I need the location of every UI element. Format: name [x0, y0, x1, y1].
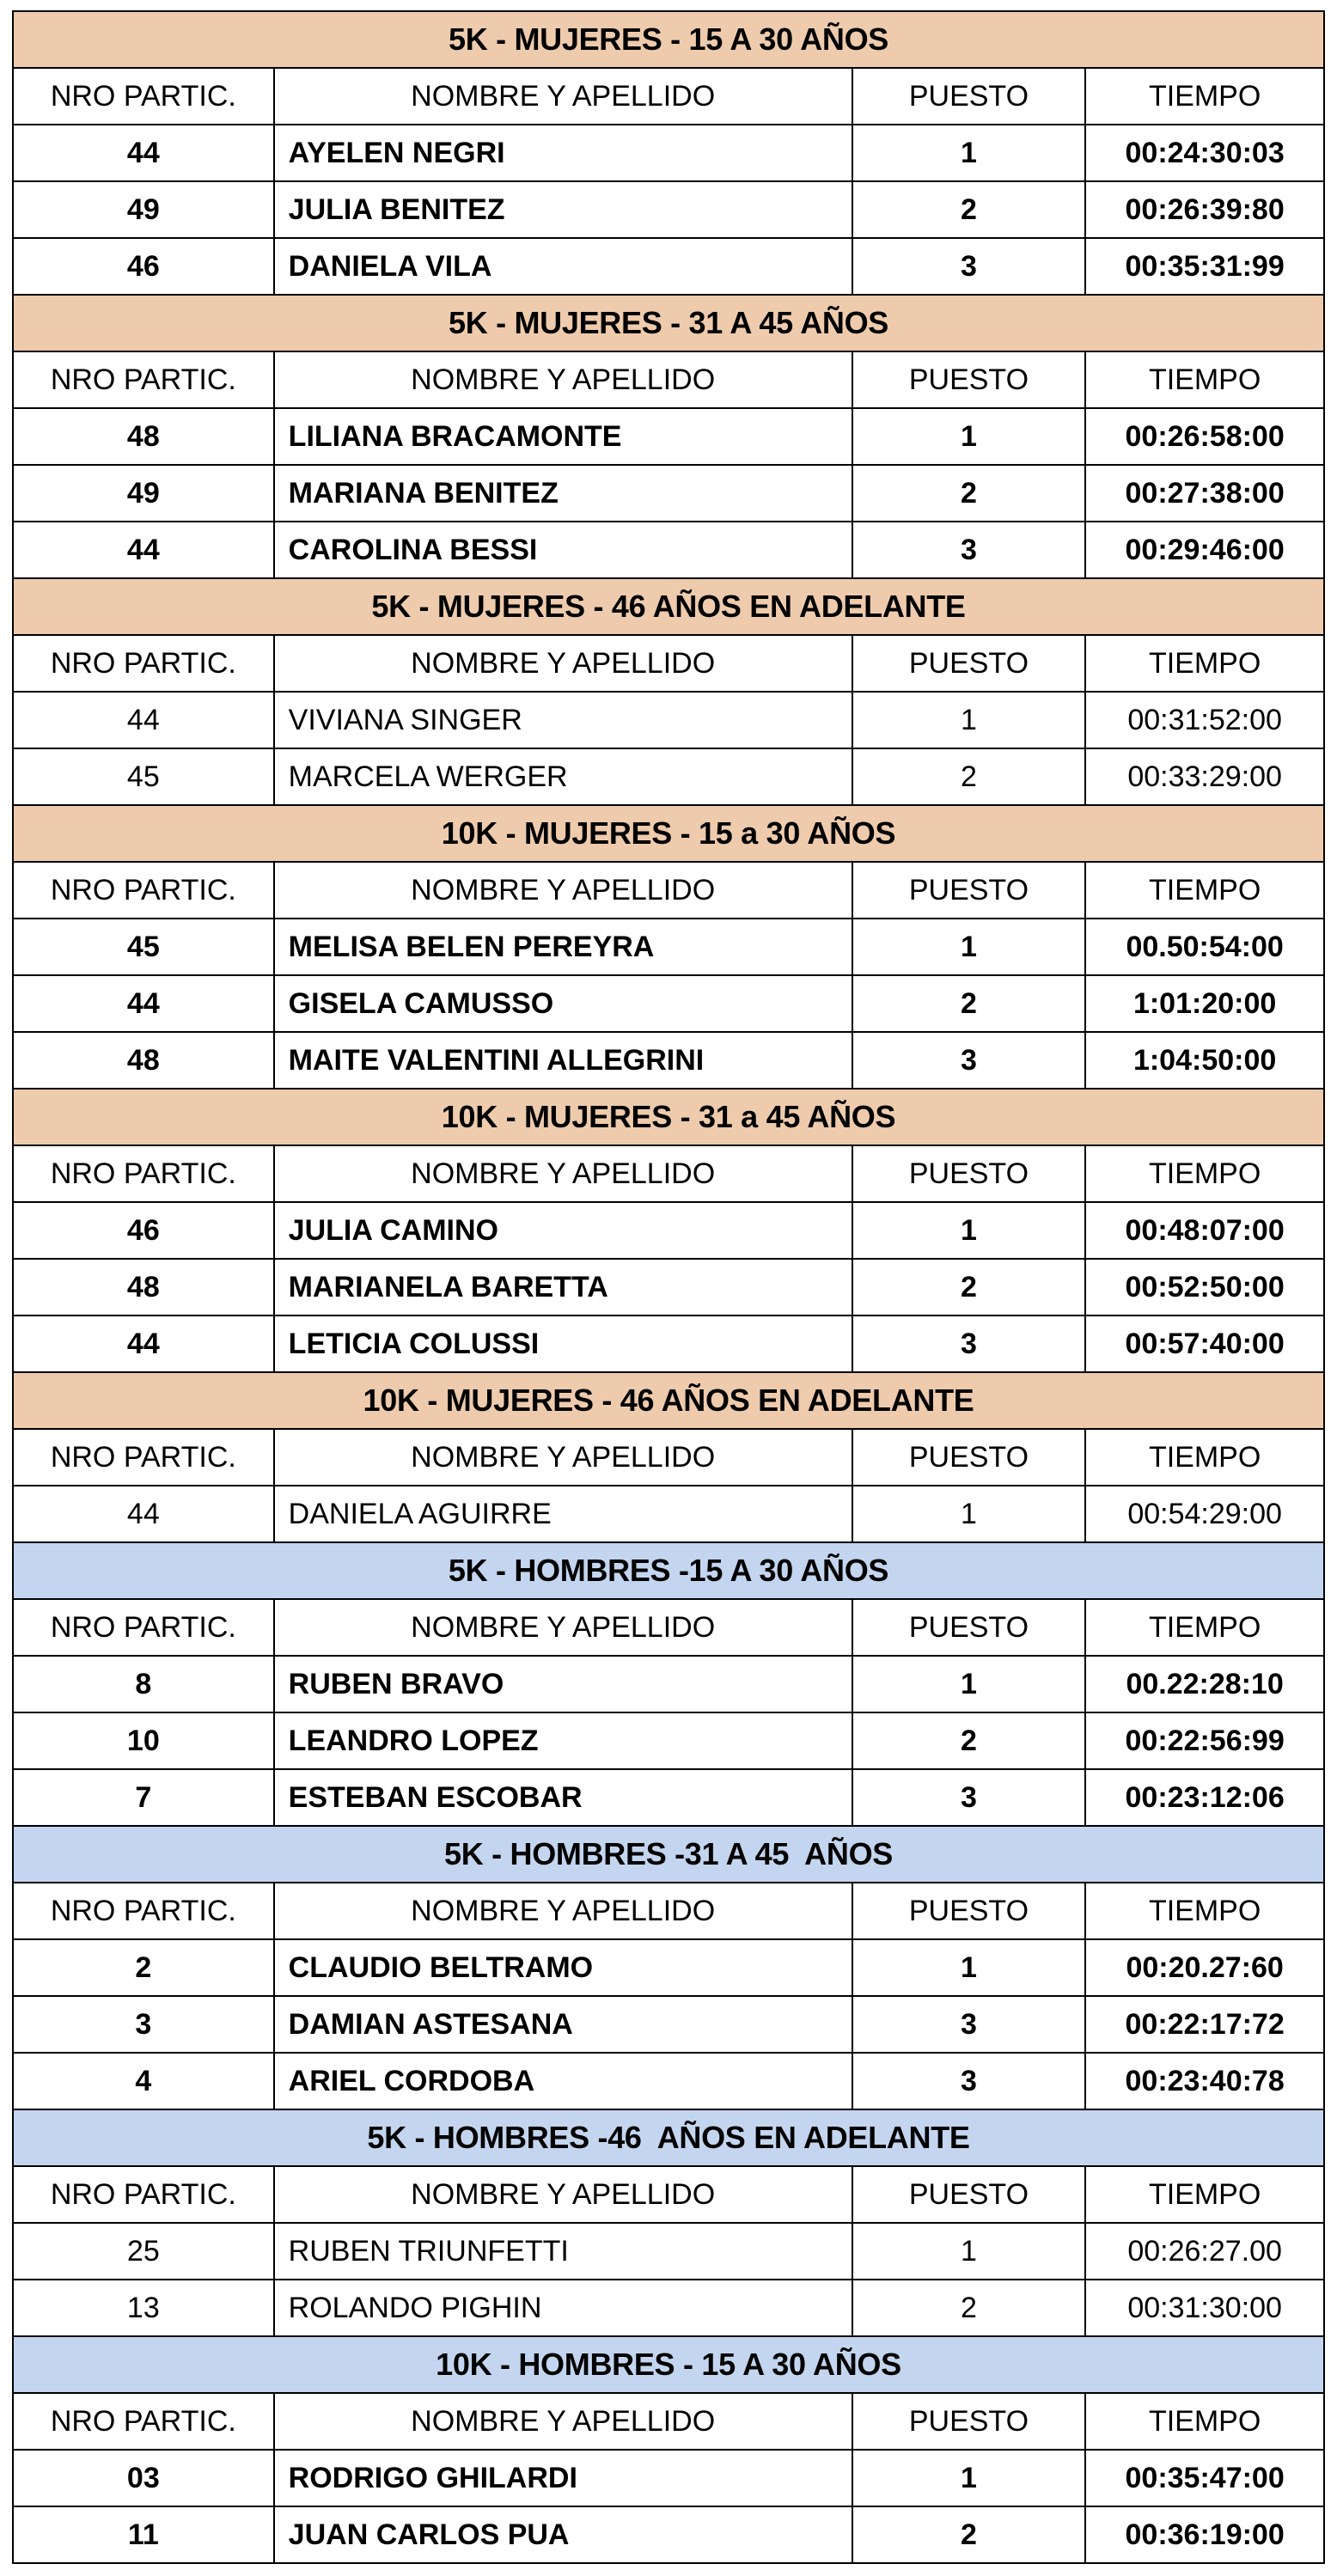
table-row — [13, 1656, 1324, 1712]
result-name: GISELA CAMUSSO — [274, 975, 852, 1032]
result-participant-number: 46 — [13, 238, 274, 295]
result-name: AYELEN NEGRI — [274, 125, 852, 181]
column-header-nro: NRO PARTIC. — [13, 1599, 274, 1656]
result-name: MAITE VALENTINI ALLEGRINI — [274, 1032, 852, 1089]
result-participant-number: 25 — [13, 2223, 274, 2280]
column-header-nro: NRO PARTIC. — [13, 1145, 274, 1202]
section-header-row — [13, 1542, 1324, 1599]
result-name: MARIANELA BARETTA — [274, 1259, 852, 1315]
result-name: ARIEL CORDOBA — [274, 2053, 852, 2109]
result-time: 00:26:58:00 — [1085, 408, 1324, 465]
column-header-tiempo: TIEMPO — [1085, 1429, 1324, 1486]
column-header-tiempo: TIEMPO — [1085, 635, 1324, 692]
section-header-row — [13, 2336, 1324, 2393]
result-time: 00:23:12:06 — [1085, 1769, 1324, 1826]
column-header-nro: NRO PARTIC. — [13, 1429, 274, 1486]
column-header-tiempo: TIEMPO — [1085, 862, 1324, 919]
result-participant-number: 45 — [13, 748, 274, 805]
result-position: 1 — [852, 692, 1086, 748]
section-title: 10K - MUJERES - 15 a 30 AÑOS — [13, 805, 1324, 862]
result-participant-number: 7 — [13, 1769, 274, 1826]
column-header-row — [13, 1599, 1324, 1656]
result-position: 3 — [852, 238, 1086, 295]
column-header-nro: NRO PARTIC. — [13, 68, 274, 125]
result-name: MARIANA BENITEZ — [274, 465, 852, 522]
section-header-row — [13, 1089, 1324, 1145]
result-position: 3 — [852, 2053, 1086, 2109]
result-name: RUBEN TRIUNFETTI — [274, 2223, 852, 2280]
column-header-nombre: NOMBRE Y APELLIDO — [274, 2393, 852, 2450]
result-name: JUAN CARLOS PUA — [274, 2506, 852, 2563]
result-time: 00:20.27:60 — [1085, 1939, 1324, 1996]
result-position: 3 — [852, 1032, 1086, 1089]
result-name: ESTEBAN ESCOBAR — [274, 1769, 852, 1826]
result-time: 1:04:50:00 — [1085, 1032, 1324, 1089]
table-row — [13, 2506, 1324, 2563]
column-header-nombre: NOMBRE Y APELLIDO — [274, 1599, 852, 1656]
result-name: RUBEN BRAVO — [274, 1656, 852, 1712]
result-time: 00:29:46:00 — [1085, 522, 1324, 578]
race-results-table — [12, 10, 1325, 2564]
results-table-body — [13, 11, 1324, 2563]
result-name: DAMIAN ASTESANA — [274, 1996, 852, 2053]
result-position: 1 — [852, 1486, 1086, 1542]
result-participant-number: 10 — [13, 1712, 274, 1769]
result-time: 00:33:29:00 — [1085, 748, 1324, 805]
column-header-puesto: PUESTO — [852, 862, 1086, 919]
section-title: 5K - MUJERES - 15 A 30 AÑOS — [13, 11, 1324, 68]
table-row — [13, 1032, 1324, 1089]
result-position: 1 — [852, 408, 1086, 465]
result-participant-number: 11 — [13, 2506, 274, 2563]
result-participant-number: 48 — [13, 1032, 274, 1089]
result-participant-number: 3 — [13, 1996, 274, 2053]
section-header-row — [13, 578, 1324, 635]
result-participant-number: 49 — [13, 181, 274, 238]
result-participant-number: 44 — [13, 125, 274, 181]
result-time: 00:24:30:03 — [1085, 125, 1324, 181]
column-header-row — [13, 1883, 1324, 1939]
result-time: 00:31:52:00 — [1085, 692, 1324, 748]
column-header-puesto: PUESTO — [852, 2393, 1086, 2450]
column-header-row — [13, 1429, 1324, 1486]
result-position: 1 — [852, 2223, 1086, 2280]
column-header-nro: NRO PARTIC. — [13, 2166, 274, 2223]
result-time: 00:27:38:00 — [1085, 465, 1324, 522]
result-participant-number: 44 — [13, 1315, 274, 1372]
column-header-nombre: NOMBRE Y APELLIDO — [274, 1145, 852, 1202]
section-header-row — [13, 1372, 1324, 1429]
result-time: 00:23:40:78 — [1085, 2053, 1324, 2109]
result-time: 00:22:56:99 — [1085, 1712, 1324, 1769]
table-row — [13, 1712, 1324, 1769]
column-header-row — [13, 1145, 1324, 1202]
table-row — [13, 2450, 1324, 2506]
table-row — [13, 1996, 1324, 2053]
column-header-tiempo: TIEMPO — [1085, 2166, 1324, 2223]
result-name: CLAUDIO BELTRAMO — [274, 1939, 852, 1996]
section-title: 5K - HOMBRES -15 A 30 AÑOS — [13, 1542, 1324, 1599]
table-row — [13, 1202, 1324, 1259]
result-participant-number: 44 — [13, 692, 274, 748]
result-time: 00:57:40:00 — [1085, 1315, 1324, 1372]
result-name: DANIELA VILA — [274, 238, 852, 295]
result-participant-number: 44 — [13, 522, 274, 578]
result-time: 00:35:47:00 — [1085, 2450, 1324, 2506]
column-header-nombre: NOMBRE Y APELLIDO — [274, 635, 852, 692]
result-time: 1:01:20:00 — [1085, 975, 1324, 1032]
result-position: 1 — [852, 125, 1086, 181]
column-header-tiempo: TIEMPO — [1085, 2393, 1324, 2450]
result-time: 00.22:28:10 — [1085, 1656, 1324, 1712]
result-position: 2 — [852, 465, 1086, 522]
column-header-nro: NRO PARTIC. — [13, 2393, 274, 2450]
result-name: JULIA BENITEZ — [274, 181, 852, 238]
section-title: 5K - HOMBRES -31 A 45 AÑOS — [13, 1826, 1324, 1883]
column-header-puesto: PUESTO — [852, 1883, 1086, 1939]
column-header-row — [13, 351, 1324, 408]
table-row — [13, 181, 1324, 238]
result-participant-number: 48 — [13, 1259, 274, 1315]
column-header-tiempo: TIEMPO — [1085, 1883, 1324, 1939]
result-position: 2 — [852, 2280, 1086, 2336]
column-header-puesto: PUESTO — [852, 1599, 1086, 1656]
table-row — [13, 1769, 1324, 1826]
result-position: 1 — [852, 2450, 1086, 2506]
section-header-row — [13, 2109, 1324, 2166]
table-row — [13, 522, 1324, 578]
table-row — [13, 408, 1324, 465]
result-time: 00:54:29:00 — [1085, 1486, 1324, 1542]
result-position: 1 — [852, 919, 1086, 975]
result-position: 1 — [852, 1202, 1086, 1259]
section-header-row — [13, 1826, 1324, 1883]
result-name: MARCELA WERGER — [274, 748, 852, 805]
result-time: 00:48:07:00 — [1085, 1202, 1324, 1259]
result-position: 2 — [852, 1259, 1086, 1315]
column-header-nro: NRO PARTIC. — [13, 862, 274, 919]
result-name: MELISA BELEN PEREYRA — [274, 919, 852, 975]
table-row — [13, 238, 1324, 295]
result-name: RODRIGO GHILARDI — [274, 2450, 852, 2506]
column-header-row — [13, 2393, 1324, 2450]
table-row — [13, 2280, 1324, 2336]
result-participant-number: 8 — [13, 1656, 274, 1712]
result-participant-number: 4 — [13, 2053, 274, 2109]
section-title: 5K - HOMBRES -46 AÑOS EN ADELANTE — [13, 2109, 1324, 2166]
section-title: 10K - MUJERES - 31 a 45 AÑOS — [13, 1089, 1324, 1145]
result-time: 00:22:17:72 — [1085, 1996, 1324, 2053]
result-time: 00:52:50:00 — [1085, 1259, 1324, 1315]
result-time: 00:26:39:80 — [1085, 181, 1324, 238]
column-header-tiempo: TIEMPO — [1085, 68, 1324, 125]
result-time: 00:31:30:00 — [1085, 2280, 1324, 2336]
column-header-tiempo: TIEMPO — [1085, 1145, 1324, 1202]
section-title: 5K - MUJERES - 46 AÑOS EN ADELANTE — [13, 578, 1324, 635]
section-header-row — [13, 295, 1324, 351]
result-name: LETICIA COLUSSI — [274, 1315, 852, 1372]
table-row — [13, 919, 1324, 975]
column-header-nombre: NOMBRE Y APELLIDO — [274, 862, 852, 919]
result-participant-number: 45 — [13, 919, 274, 975]
result-name: LEANDRO LOPEZ — [274, 1712, 852, 1769]
result-position: 2 — [852, 1712, 1086, 1769]
table-row — [13, 975, 1324, 1032]
table-row — [13, 125, 1324, 181]
result-participant-number: 13 — [13, 2280, 274, 2336]
section-title: 5K - MUJERES - 31 A 45 AÑOS — [13, 295, 1324, 351]
result-participant-number: 48 — [13, 408, 274, 465]
section-header-row — [13, 11, 1324, 68]
column-header-nombre: NOMBRE Y APELLIDO — [274, 1883, 852, 1939]
result-position: 2 — [852, 975, 1086, 1032]
section-header-row — [13, 805, 1324, 862]
section-title: 10K - HOMBRES - 15 A 30 AÑOS — [13, 2336, 1324, 2393]
column-header-row — [13, 68, 1324, 125]
column-header-puesto: PUESTO — [852, 351, 1086, 408]
table-row — [13, 465, 1324, 522]
result-participant-number: 2 — [13, 1939, 274, 1996]
result-position: 3 — [852, 1996, 1086, 2053]
column-header-nro: NRO PARTIC. — [13, 1883, 274, 1939]
result-name: CAROLINA BESSI — [274, 522, 852, 578]
result-participant-number: 49 — [13, 465, 274, 522]
table-row — [13, 1315, 1324, 1372]
section-title: 10K - MUJERES - 46 AÑOS EN ADELANTE — [13, 1372, 1324, 1429]
result-time: 00:35:31:99 — [1085, 238, 1324, 295]
column-header-puesto: PUESTO — [852, 635, 1086, 692]
result-position: 2 — [852, 2506, 1086, 2563]
column-header-puesto: PUESTO — [852, 68, 1086, 125]
result-name: VIVIANA SINGER — [274, 692, 852, 748]
table-row — [13, 692, 1324, 748]
table-row — [13, 1486, 1324, 1542]
column-header-puesto: PUESTO — [852, 1145, 1086, 1202]
column-header-row — [13, 2166, 1324, 2223]
result-position: 3 — [852, 522, 1086, 578]
result-position: 2 — [852, 181, 1086, 238]
result-name: JULIA CAMINO — [274, 1202, 852, 1259]
result-name: ROLANDO PIGHIN — [274, 2280, 852, 2336]
column-header-nro: NRO PARTIC. — [13, 351, 274, 408]
result-position: 3 — [852, 1315, 1086, 1372]
column-header-puesto: PUESTO — [852, 2166, 1086, 2223]
result-position: 3 — [852, 1769, 1086, 1826]
column-header-nro: NRO PARTIC. — [13, 635, 274, 692]
result-time: 00.50:54:00 — [1085, 919, 1324, 975]
column-header-nombre: NOMBRE Y APELLIDO — [274, 1429, 852, 1486]
result-name: DANIELA AGUIRRE — [274, 1486, 852, 1542]
result-participant-number: 46 — [13, 1202, 274, 1259]
result-time: 00:36:19:00 — [1085, 2506, 1324, 2563]
table-row — [13, 1259, 1324, 1315]
table-row — [13, 2223, 1324, 2280]
result-time: 00:26:27.00 — [1085, 2223, 1324, 2280]
column-header-puesto: PUESTO — [852, 1429, 1086, 1486]
column-header-row — [13, 862, 1324, 919]
column-header-row — [13, 635, 1324, 692]
result-position: 1 — [852, 1656, 1086, 1712]
table-row — [13, 748, 1324, 805]
column-header-nombre: NOMBRE Y APELLIDO — [274, 2166, 852, 2223]
column-header-nombre: NOMBRE Y APELLIDO — [274, 68, 852, 125]
column-header-tiempo: TIEMPO — [1085, 1599, 1324, 1656]
table-row — [13, 1939, 1324, 1996]
column-header-tiempo: TIEMPO — [1085, 351, 1324, 408]
result-participant-number: 44 — [13, 975, 274, 1032]
result-position: 1 — [852, 1939, 1086, 1996]
result-name: LILIANA BRACAMONTE — [274, 408, 852, 465]
result-position: 2 — [852, 748, 1086, 805]
result-participant-number: 44 — [13, 1486, 274, 1542]
table-row — [13, 2053, 1324, 2109]
column-header-nombre: NOMBRE Y APELLIDO — [274, 351, 852, 408]
result-participant-number: 03 — [13, 2450, 274, 2506]
